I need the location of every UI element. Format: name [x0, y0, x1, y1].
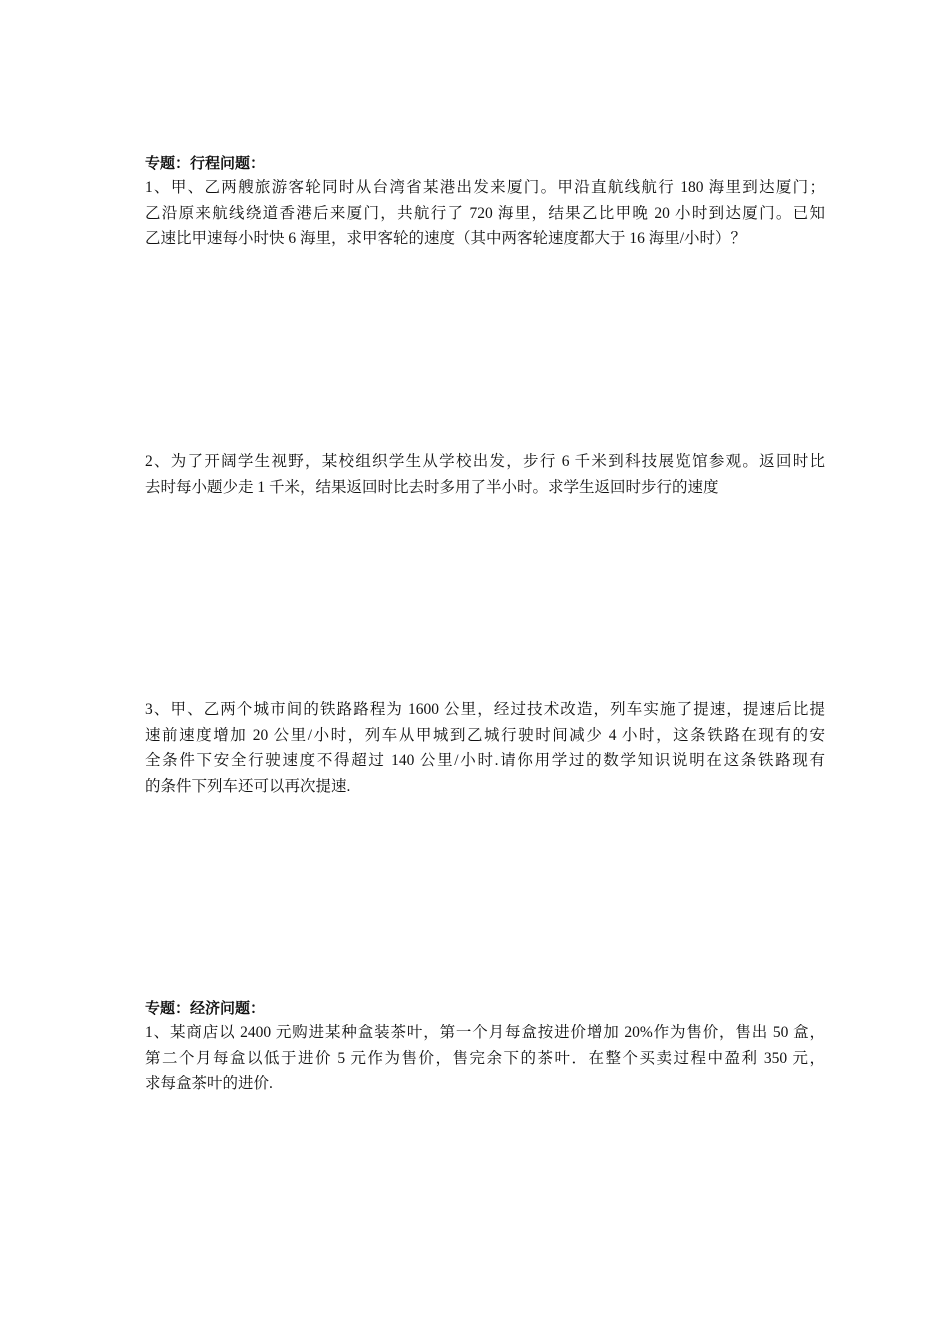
problem-line: 3、甲、乙两个城市间的铁路路程为 1600 公里，经过技术改造，列车实施了提速，提速后比提: [145, 701, 825, 718]
problem-line: 乙沿原来航线绕道香港后来厦门，共航行了 720 海里，结果乙比甲晚 20 小时到达厦门。已知: [145, 204, 825, 222]
problem-line: 第二个月每盒以低于进价 5 元作为售价，售完余下的茶叶．在整个买卖过程中盈利 350 元，: [145, 1049, 825, 1067]
problem-line: 1、甲、乙两艘旅游客轮同时从台湾省某港出发来厦门。甲沿直航线航行 180 海里到达厦门；: [145, 179, 825, 196]
problem-2-block: [145, 449, 825, 500]
problem-1: [145, 175, 825, 252]
problem-econ-1: [145, 1020, 825, 1097]
section-heading: 专题：经济问题：: [145, 999, 266, 1017]
problem-line: 1、某商店以 2400 元购进某种盒装茶叶，第一个月每盒按进价增加 20%作为售价，售出 50 盒，: [145, 1024, 825, 1041]
problem-line: 去时每小题少走 1 千米，结果返回时比去时多用了半小时。求学生返回时步行的速度: [145, 478, 719, 496]
problem-2: [145, 449, 825, 500]
problem-3: [145, 697, 825, 799]
problem-line: 乙速比甲速每小时快 6 海里，求甲客轮的速度（其中两客轮速度都大于 16 海里/小时）？: [145, 230, 747, 247]
problem-3-block: [145, 697, 825, 799]
problem-line: 的条件下列车还可以再次提速.: [145, 777, 351, 795]
section-economy: [145, 996, 825, 1097]
problem-line: 求每盒茶叶的进价.: [145, 1075, 273, 1092]
problem-line: 全条件下安全行驶速度不得超过 140 公里/小时.请你用学过的数学知识说明在这条铁路现有: [145, 752, 825, 769]
section-heading: 专题：行程问题：: [145, 154, 266, 172]
problem-line: 2、为了开阔学生视野，某校组织学生从学校出发，步行 6 千米到科技展览馆参观。返回时比: [145, 453, 825, 470]
problem-line: 速前速度增加 20 公里/小时，列车从甲城到乙城行驶时间减少 4 小时，这条铁路在现有的安: [145, 726, 825, 744]
section-travel: [145, 151, 825, 252]
